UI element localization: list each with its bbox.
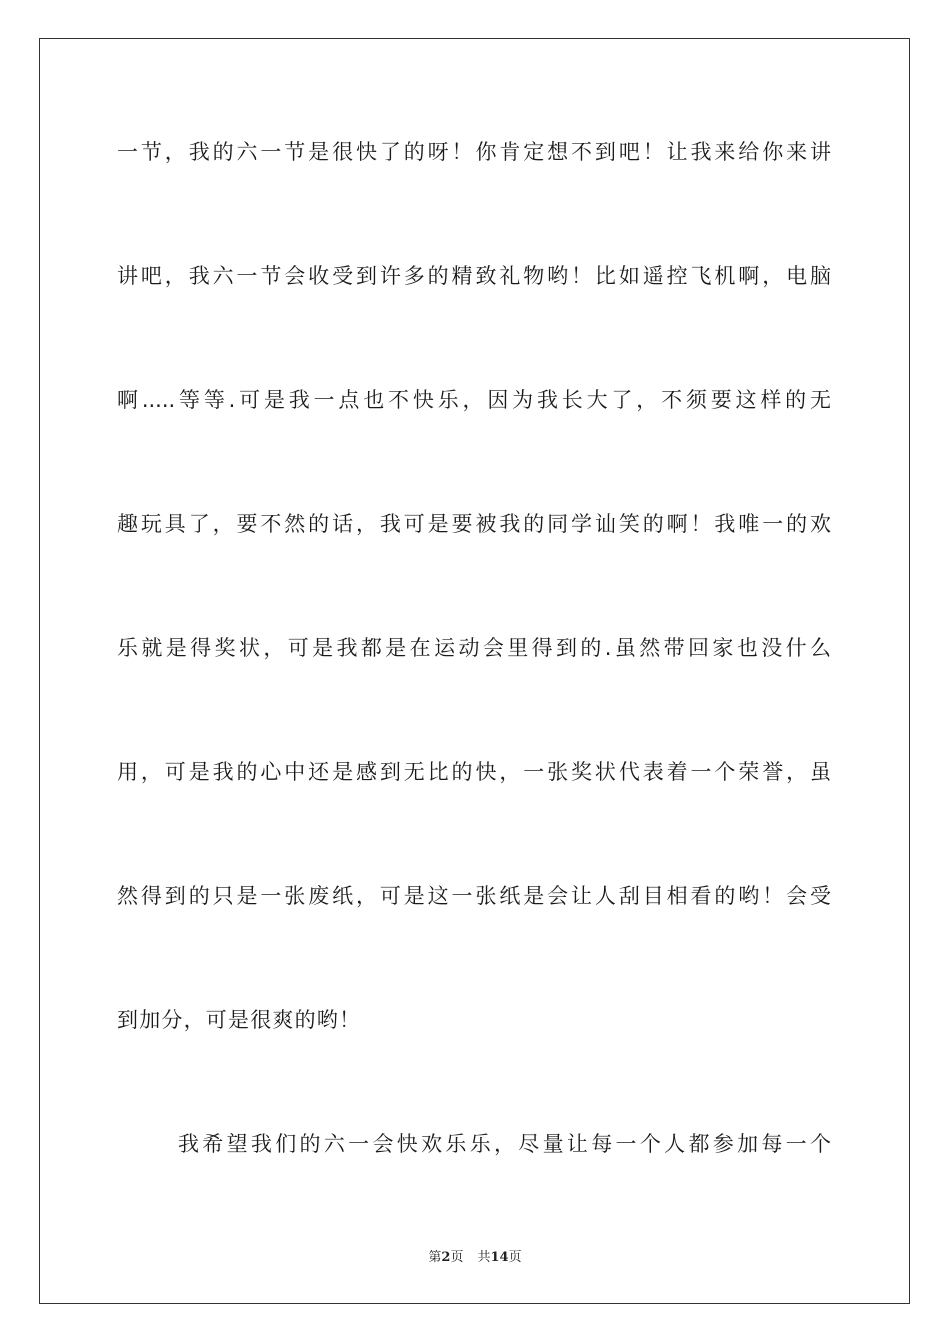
text-line-5: 乐就是得奖状，可是我都是在运动会里得到的.虽然带回家也没什么 [117, 636, 831, 660]
total-suffix: 页 [508, 1250, 522, 1265]
text-line-2: 讲吧，我六一节会收受到许多的精致礼物哟！比如遥控飞机啊，电脑 [117, 264, 831, 288]
text-line-4: 趣玩具了，要不然的话，我可是要被我的同学讪笑的啊！我唯一的欢 [117, 512, 831, 536]
text-line-9: 我希望我们的六一会快欢乐乐，尽量让每一个人都参加每一个 [178, 1132, 831, 1156]
text-line-1: 一节，我的六一节是很快了的呀！你肯定想不到吧！让我来给你来讲 [117, 140, 831, 164]
text-line-7: 然得到的只是一张废纸，可是这一张纸是会让人刮目相看的哟！会受 [117, 884, 831, 908]
page-footer [0, 1246, 950, 1265]
page-prefix: 第 [428, 1250, 442, 1265]
text-line-8: 到加分，可是很爽的哟！ [117, 1008, 362, 1032]
page-suffix: 页 [450, 1250, 464, 1265]
page-number-label [428, 1250, 463, 1265]
text-line-3: 啊.....等等.可是我一点也不快乐，因为我长大了，不须要这样的无 [117, 388, 831, 412]
page-current: 2 [441, 1250, 451, 1265]
page-total-label [477, 1250, 521, 1265]
text-line-6: 用，可是我的心中还是感到无比的快，一张奖状代表着一个荣誉，虽 [117, 760, 831, 784]
page-border [39, 38, 910, 1304]
total-prefix: 共 [477, 1250, 491, 1265]
page-total: 14 [490, 1250, 509, 1265]
